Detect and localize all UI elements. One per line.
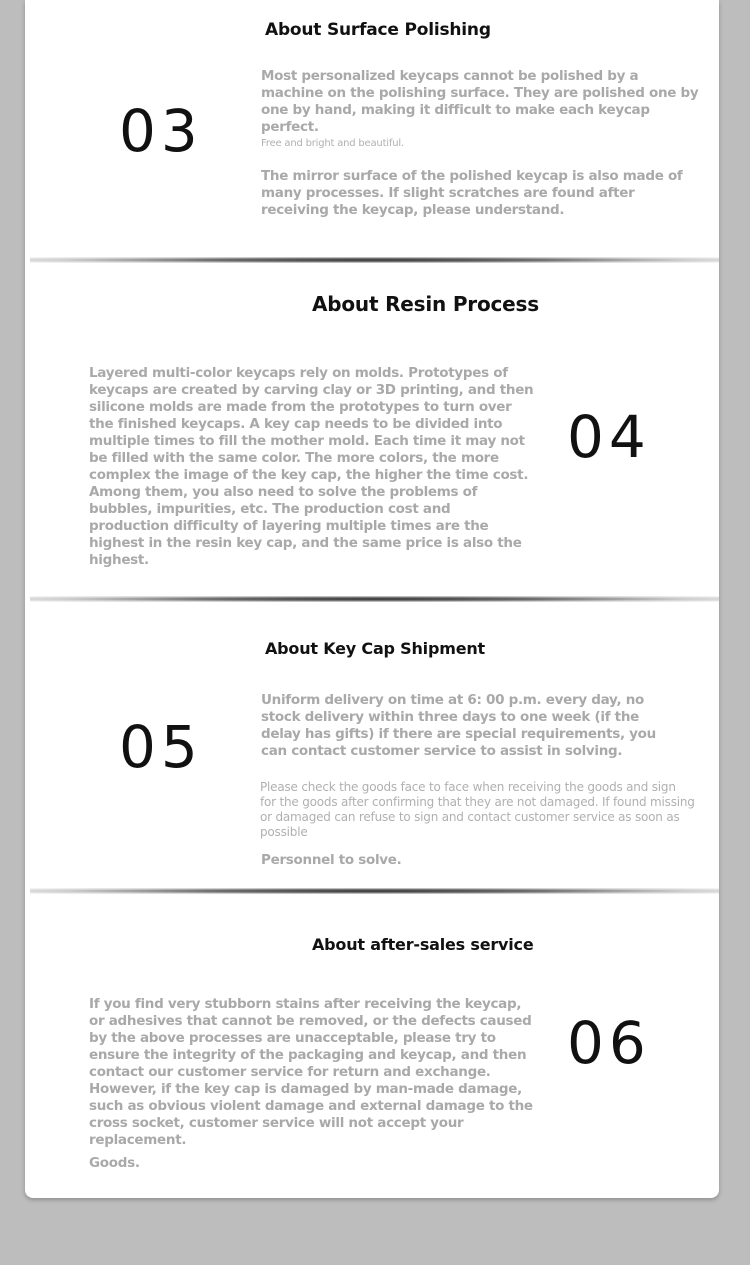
section-note: Please check the goods face to face when receiving the goods and sign for the goods after confirming that they are not damaged. If found missing or damaged can refuse to sign and contact customer service as soon as possible (260, 780, 695, 839)
section-paragraph: Personnel to solve. (261, 852, 402, 868)
section-title: About after-sales service (312, 935, 534, 954)
section-surface-polishing (25, 0, 719, 258)
section-title: About Resin Process (312, 292, 539, 316)
section-paragraph: The mirror surface of the polished keycap is also made of many processes. If slight scratches are found after receiving the keycap, please understand. (261, 168, 683, 218)
section-after-sales-service (25, 894, 719, 1198)
section-note: Free and bright and beautiful. (261, 138, 404, 149)
section-paragraph: Goods. (89, 1155, 140, 1171)
section-paragraph: Layered multi-color keycaps rely on molds. Prototypes of keycaps are created by carving clay or 3D printing, and then silicone molds are made from the prototypes to turn over the finished keycaps. A key cap needs to be divided into multiple times to fill the mother mold. Each time it may not be filled with the same color. The more colors, the more complex the image of the key cap, the higher the time cost. Among them, you also need to solve the problems of bubbles, impurities, etc. The production cost and production difficulty of layering multiple times are the highest in the resin key cap, and the same price is also the highest. (89, 365, 534, 568)
section-number: 03 (119, 97, 203, 165)
section-title: About Key Cap Shipment (265, 639, 485, 658)
section-resin-process (25, 262, 719, 596)
section-paragraph: If you find very stubborn stains after receiving the keycap, or adhesives that cannot be removed, or the defects caused by the above processes are unacceptable, please try to ensure the integrity of the packaging and keycap, and then contact our customer service for return and exchange. However, if the key cap is damaged by man-made damage, such as obvious violent damage and external damage to the cross socket, customer service will not accept your replacement. (89, 996, 533, 1148)
section-number: 06 (567, 1009, 651, 1077)
section-paragraph: Uniform delivery on time at 6: 00 p.m. every day, no stock delivery within three days to one week (if the delay has gifts) if there are special requirements, you can contact customer service to assist in solving. (261, 692, 656, 759)
section-title: About Surface Polishing (265, 20, 491, 40)
section-paragraph: Most personalized keycaps cannot be polished by a machine on the polishing surface. They are polished one by one by hand, making it difficult to make each keycap perfect. (261, 68, 699, 135)
info-card (25, 0, 719, 1198)
section-number: 05 (119, 713, 203, 781)
section-key-cap-shipment (25, 602, 719, 888)
section-number: 04 (567, 403, 651, 471)
